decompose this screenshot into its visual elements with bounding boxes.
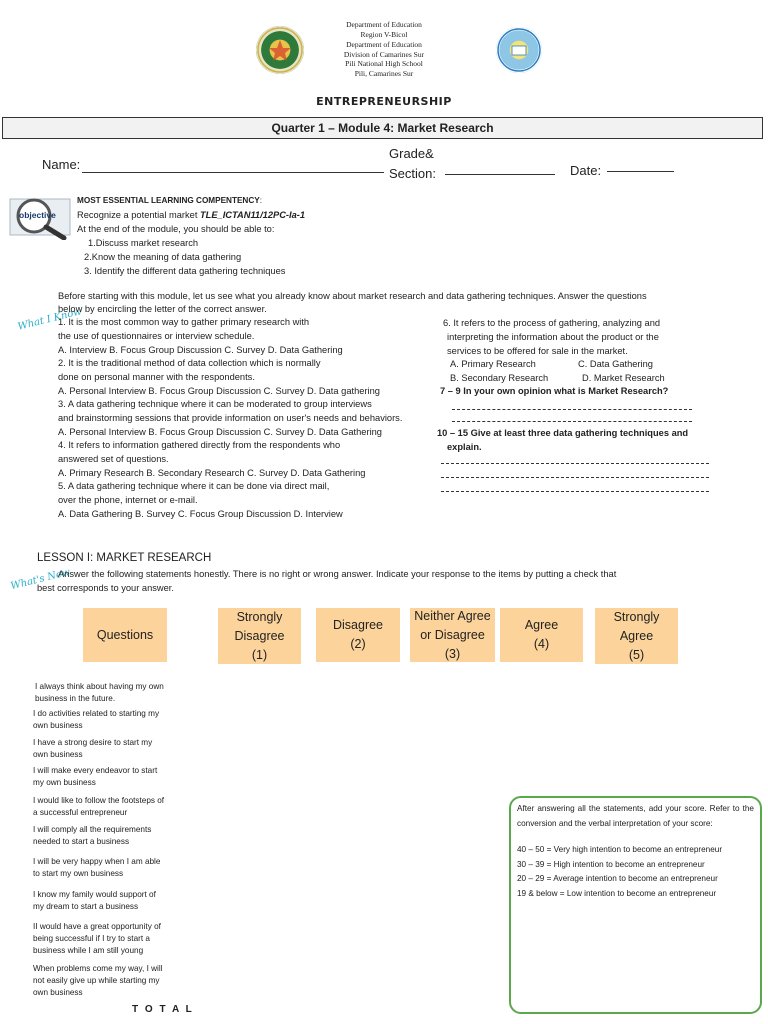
pretest-line: done on personal manner with the respondents.: [58, 372, 255, 382]
statement-row: [33, 795, 164, 819]
statement-row: [33, 889, 156, 913]
pretest-line: answered set of questions.: [58, 454, 169, 464]
statement-text: I will be very happy when I am able: [33, 857, 161, 866]
pretest-line: 5. A data gathering technique where it can be done via direct mail,: [58, 481, 330, 491]
q7-prompt: 7 – 9 In your own opinion what is Market Research?: [440, 386, 669, 396]
scale-label: Agree: [619, 628, 654, 643]
competency-heading-colon: :: [259, 196, 262, 205]
lesson-title: LESSON I: MARKET RESEARCH: [37, 552, 212, 564]
q10-prompt: 10 – 15 Give at least three data gathering techniques and: [437, 428, 689, 438]
scoring-range: 40 – 50 = Very high intention to become an entrepreneur: [517, 845, 723, 854]
objective-item: 3. Identify the different data gathering techniques: [84, 266, 286, 276]
statement-text: own business: [33, 988, 83, 997]
scale-label: (2): [350, 637, 366, 651]
scale-label: Agree: [524, 618, 559, 632]
pretest-line: 1. It is the most common way to gather primary research with: [58, 317, 310, 327]
scale-neutral: [410, 608, 495, 662]
q10-prompt: explain.: [447, 442, 482, 452]
q6-line: 6. It refers to the process of gathering, analyzing and: [443, 318, 661, 328]
scoring-intro: After answering all the statements, add your score. Refer to the conversion and the verbal interpretation of your score:: [517, 804, 754, 828]
q7-answer-line[interactable]: [452, 421, 692, 422]
statement-text: needed to start a business: [33, 837, 130, 846]
q6-line: services to be offered for sale in the market.: [447, 346, 628, 356]
header-line-4: Division of Camarines Sur: [343, 50, 425, 59]
statement-row: [33, 921, 161, 957]
statement-text: not easily give up while starting my: [33, 976, 160, 985]
statement-row: [33, 708, 159, 732]
pretest-choice[interactable]: A. Primary Research B. Secondary Research C. Survey D. Data Gathering: [58, 468, 366, 478]
statement-text: I always think about having my own: [35, 682, 164, 691]
statement-text: being successful if I try to start a: [33, 934, 150, 943]
statement-text: I do activities related to starting my: [33, 709, 160, 718]
pretest-instructions: Before starting with this module, let us see what you already know about market research and data gathering techniques. Answer the questions: [58, 291, 647, 301]
competency-heading-text: MOST ESSENTIAL LEARNING COMPENTENCY: [77, 196, 260, 205]
questions-header: [83, 608, 167, 662]
statement-text: a successful entrepreneur: [33, 808, 128, 817]
header-line-1: Department of Education: [346, 20, 422, 29]
pretest-line: and brainstorming sessions that provide information on user's needs and behaviors.: [58, 413, 403, 423]
header-line-6: Pili, Camarines Sur: [354, 69, 414, 78]
objective-magnifier-icon: [8, 196, 72, 240]
scale-agree: [500, 608, 583, 662]
scale-label: Strongly: [236, 609, 283, 624]
header-line-5: Pili National High School: [345, 59, 423, 68]
statement-text: to start my own business: [33, 869, 124, 878]
scale-label: Disagree: [332, 618, 384, 632]
statement-text: I know my family would support of: [33, 890, 156, 899]
date-field[interactable]: [607, 171, 674, 172]
pretest-choice[interactable]: A. Interview B. Focus Group Discussion C. Survey D. Data Gathering: [58, 345, 343, 355]
q10-answer-line[interactable]: [441, 463, 709, 464]
lesson-instructions: Answer the following statements honestly. There is no right or wrong answer. Indicate your response to the items by putting a check that: [58, 569, 617, 579]
q10-answer-line[interactable]: [441, 477, 709, 478]
pretest-choice[interactable]: A. Data Gathering B. Survey C. Focus Group Discussion D. Interview: [58, 509, 343, 519]
objectives-intro: At the end of the module, you should be able to:: [77, 224, 275, 234]
statement-text: I will make every endeavor to start: [33, 766, 158, 775]
statement-row: [33, 963, 163, 999]
questions-header-text: Questions: [96, 627, 154, 642]
statement-text: When problems come my way, I will: [33, 964, 163, 973]
pretest-line: 4. It refers to information gathered directly from the respondents who: [58, 440, 341, 450]
scale-label: (5): [628, 647, 645, 662]
scale-disagree: [316, 608, 400, 662]
section-field[interactable]: [445, 174, 555, 175]
scale-label: Disagree: [234, 628, 285, 643]
statement-row: [33, 737, 152, 761]
quarter-bar: Quarter 1 – Module 4: Market Research: [2, 117, 763, 139]
lesson-instructions: best corresponds to your answer.: [37, 583, 174, 593]
scoring-range: 30 – 39 = High intention to become an entrepreneur: [517, 859, 705, 869]
name-label: Name:: [42, 157, 81, 172]
objective-item: 1.Discuss market research: [88, 238, 199, 248]
whats-new-script-label: What's New: [9, 566, 72, 593]
statement-text: own business: [33, 750, 83, 759]
q10-answer-line[interactable]: [441, 491, 709, 492]
statement-row: [33, 824, 151, 848]
pretest-choice[interactable]: A. Personal Interview B. Focus Group Discussion C. Survey D. Data Gathering: [58, 427, 382, 437]
pretest-instructions: below by encircling the letter of the correct answer.: [58, 304, 267, 314]
competency-line: [77, 209, 305, 222]
statement-text: own business: [33, 721, 83, 730]
q6-choice-a[interactable]: A. Primary Research: [450, 359, 536, 369]
competency-code: TLE_ICTAN11/12PC-Ia-1: [200, 210, 306, 220]
q6-choice-d[interactable]: D. Market Research: [582, 373, 665, 383]
statement-text: business while I am still young: [33, 946, 144, 955]
statement-text: my own business: [33, 778, 96, 787]
q6-choice-c[interactable]: C. Data Gathering: [578, 359, 653, 369]
statement-row: [33, 765, 157, 789]
scale-label: or Disagree: [420, 627, 485, 642]
total-label: T O T A L: [132, 1004, 194, 1015]
competency-heading: [77, 195, 262, 207]
scale-label: (4): [533, 637, 550, 651]
statement-text: I would like to follow the footsteps of: [33, 796, 165, 805]
objective-icon-label: objective: [19, 210, 56, 220]
grade-label: Grade&: [389, 146, 434, 161]
scale-label: Strongly: [613, 609, 660, 624]
q6-line: interpreting the information about the product or the: [447, 332, 659, 342]
header-line-2: Region V-Bicol: [360, 30, 408, 39]
scale-strongly-agree: [595, 608, 678, 664]
scale-strongly-disagree: [218, 608, 301, 664]
statement-text: I have a strong desire to start my: [33, 738, 153, 747]
scoring-range: 19 & below = Low intention to become an entrepreneur: [517, 888, 717, 898]
competency-prefix: Recognize a potential market: [77, 210, 200, 220]
pretest-line: 3. A data gathering technique where it can be moderated to group interviews: [58, 399, 372, 409]
pretest-line: 2. It is the traditional method of data collection which is normally: [58, 358, 321, 368]
statement-text: I will comply all the requirements: [33, 825, 152, 834]
q7-answer-line[interactable]: [452, 409, 692, 410]
statement-text: business in the future.: [35, 694, 116, 703]
what-i-know-script-label: What I Know: [16, 306, 83, 333]
statement-text: II would have a great opportunity of: [33, 922, 161, 931]
pretest-choice[interactable]: A. Personal Interview B. Focus Group Discussion C. Survey D. Data gathering: [58, 386, 380, 396]
scale-label: (3): [444, 646, 461, 661]
objective-item: 2.Know the meaning of data gathering: [84, 252, 242, 262]
header-line-3: Department of Education: [346, 40, 422, 49]
section-label: Section:: [389, 166, 436, 181]
scale-label: (1): [251, 647, 268, 662]
q6-choice-b[interactable]: B. Secondary Research: [450, 373, 549, 383]
statement-row: [33, 856, 160, 880]
page-title: ENTREPRENEURSHIP: [316, 95, 452, 108]
pretest-line: the use of questionnaires or interview schedule.: [58, 331, 255, 341]
scoring-box: [509, 796, 762, 1014]
pretest-line: over the phone, internet or e-mail.: [58, 495, 198, 505]
name-field[interactable]: [82, 172, 384, 173]
statement-text: my dream to start a business: [33, 902, 139, 911]
scoring-range: 20 – 29 = Average intention to become an entrepreneur: [517, 874, 718, 883]
scale-label: Neither Agree: [414, 608, 491, 623]
date-label: Date:: [570, 163, 602, 178]
statement-row: [35, 681, 164, 705]
